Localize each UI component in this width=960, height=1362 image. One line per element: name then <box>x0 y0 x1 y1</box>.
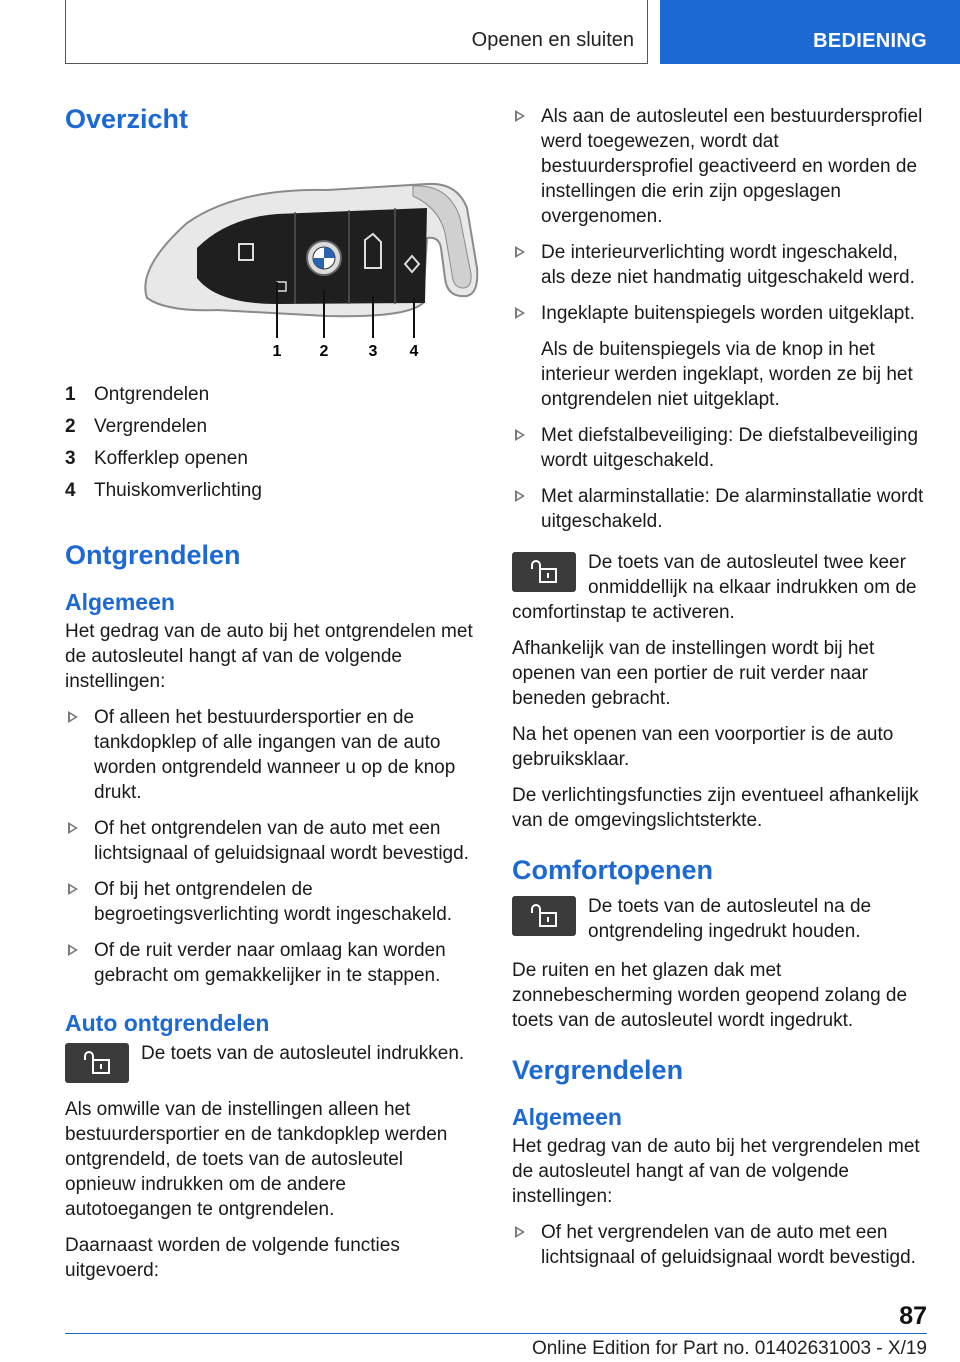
comfort-key-instruction <box>512 894 926 944</box>
page-number: 87 <box>899 1302 927 1330</box>
bullet-triangle-icon <box>515 490 525 502</box>
paragraph: Daarnaast worden de volgende functies uitgevoerd: <box>65 1235 400 1281</box>
paragraph: De verlichtingsfuncties zijn eventueel afhankelijk van de omgevingslichtsterkte. <box>512 785 919 831</box>
header-section-title: Openen en sluiten <box>471 29 634 51</box>
paragraph-intro: Het gedrag van de auto bij het ontgrendelen met de autosleutel hangt af van de volgende instellingen: <box>65 621 473 692</box>
list-item <box>65 938 478 988</box>
bullet-list-unlock-settings <box>65 705 478 988</box>
unlock-key-icon <box>512 552 576 592</box>
bullet-triangle-icon <box>68 822 78 834</box>
paragraph: De ruiten en het glazen dak met zonnebescherming worden geopend zolang de toets van de autosleutel wordt ingedrukt. <box>512 960 908 1031</box>
list-item-text: Ingeklapte buitenspiegels worden uitgeklapt. <box>541 303 915 324</box>
unlock-key-icon <box>512 896 576 936</box>
list-item-text: Of bij het ontgrendelen de begroetingsverlichting wordt ingeschakeld. <box>94 879 453 925</box>
list-item-text: Als aan de autosleutel een bestuurdersprofiel werd toegewezen, wordt dat bestuurdersprofiel geactiveerd en worden de instellingen die erin zijn opgeslagen overgenomen. <box>541 106 923 227</box>
key-instruction <box>65 1041 478 1083</box>
legend-item <box>65 478 478 503</box>
list-item <box>512 423 926 473</box>
bullet-list-lock-settings <box>512 1220 926 1270</box>
heading-algemeen-1: Algemeen <box>65 589 175 615</box>
legend-num: 2 <box>65 416 76 437</box>
heading-auto-ontgrendelen: Auto ontgrendelen <box>65 1010 270 1036</box>
double-press-instruction <box>512 550 926 625</box>
legend-num: 3 <box>65 448 76 469</box>
heading-vergrendelen: Vergrendelen <box>512 1055 684 1085</box>
list-item <box>65 877 478 927</box>
paragraph: Afhankelijk van de instellingen wordt bij het openen van een portier de ruit verder naar beneden gebracht. <box>512 638 875 709</box>
bullet-triangle-icon <box>68 944 78 956</box>
bullet-triangle-icon <box>515 429 525 441</box>
legend-item <box>65 446 478 471</box>
paragraph: Als omwille van de instellingen alleen het bestuurdersportier en de tankdopklep werden ontgrendeld, de toets van de autosleutel opnieuw indrukken om de andere autotoegangen te ontgrendelen. <box>65 1099 448 1220</box>
legend-text: Thuiskomverlichting <box>94 480 262 501</box>
bullet-triangle-icon <box>515 246 525 258</box>
list-item <box>512 1220 926 1270</box>
legend-item <box>65 414 478 439</box>
key-fob-illustration <box>127 178 487 366</box>
legend-text: Vergrendelen <box>94 416 208 437</box>
unlock-key-icon <box>65 1043 129 1083</box>
header-chapter-title: BEDIENING <box>813 30 927 52</box>
legend-item <box>65 382 478 407</box>
list-item-text: Of alleen het bestuurdersportier en de tankdopklep of alle ingangen van de auto worden ontgrendeld wanneer u op de knop drukt. <box>94 707 456 803</box>
heading-ontgrendelen: Ontgrendelen <box>65 540 241 570</box>
list-item-text: Of het vergrendelen van de auto met een lichtsignaal of geluidsignaal wordt bevestigd. <box>541 1222 916 1268</box>
figure-number-3: 3 <box>368 343 378 360</box>
legend-num: 4 <box>65 480 76 501</box>
legend-text: Kofferklep openen <box>94 448 248 469</box>
figure-number-1: 1 <box>272 343 282 360</box>
bullet-triangle-icon <box>515 110 525 122</box>
list-item-text: Met alarminstallatie: De alarminstallatie wordt uitgeschakeld. <box>541 486 924 532</box>
bullet-triangle-icon <box>515 307 525 319</box>
legend-text: Ontgrendelen <box>94 384 210 405</box>
list-item <box>512 484 926 534</box>
header-chapter-tab <box>660 0 960 64</box>
list-item <box>512 240 926 290</box>
section-ontgrendelen <box>65 540 478 1294</box>
legend-list <box>65 382 478 510</box>
list-item <box>65 816 478 866</box>
list-item-subtext: Als de buitenspiegels via de knop in het interieur werden ingeklapt, worden ze bij het ontgrendelen niet uitgeklapt. <box>541 339 913 410</box>
list-item-text: Met diefstalbeveiliging: De diefstalbeveiliging wordt uitgeschakeld. <box>541 425 919 471</box>
bullet-triangle-icon <box>68 883 78 895</box>
heading-comfortopenen: Comfortopenen <box>512 855 713 885</box>
bullet-list-functions <box>512 104 926 534</box>
paragraph: Na het openen van een voorportier is de auto gebruiksklaar. <box>512 724 894 770</box>
heading-overzicht: Overzicht <box>65 104 189 134</box>
paragraph-intro: Het gedrag van de auto bij het vergrendelen met de autosleutel hangt af van de volgende instellingen: <box>512 1136 920 1207</box>
heading-algemeen-2: Algemeen <box>512 1104 622 1130</box>
bullet-triangle-icon <box>515 1226 525 1238</box>
list-item <box>512 301 926 412</box>
right-column <box>512 104 926 1281</box>
list-item-text: De interieurverlichting wordt ingeschakeld, als deze niet handmatig uitgeschakeld werd. <box>541 242 915 288</box>
bullet-triangle-icon <box>68 711 78 723</box>
figure-number-4: 4 <box>409 343 419 360</box>
legend-num: 1 <box>65 384 76 405</box>
footer-divider <box>65 1333 927 1334</box>
list-item-text: Of het ontgrendelen van de auto met een lichtsignaal of geluidsignaal wordt bevestigd. <box>94 818 469 864</box>
header-section-box <box>65 0 648 64</box>
key-instruction-text: De toets van de autosleutel indrukken. <box>141 1043 465 1064</box>
comfort-key-text: De toets van de autosleutel na de ontgrendeling ingedrukt houden. <box>588 896 872 942</box>
footer-edition: Online Edition for Part no. 01402631003 - X/19 <box>531 1338 927 1359</box>
list-item <box>512 104 926 229</box>
list-item-text: Of de ruit verder naar omlaag kan worden gebracht om gemakkelijker in te stappen. <box>94 940 446 986</box>
list-item <box>65 705 478 805</box>
double-press-text: De toets van de autosleutel twee keer onmiddellijk na elkaar indrukken om de comfortinstap te activeren. <box>512 552 917 623</box>
figure-number-2: 2 <box>319 343 329 360</box>
